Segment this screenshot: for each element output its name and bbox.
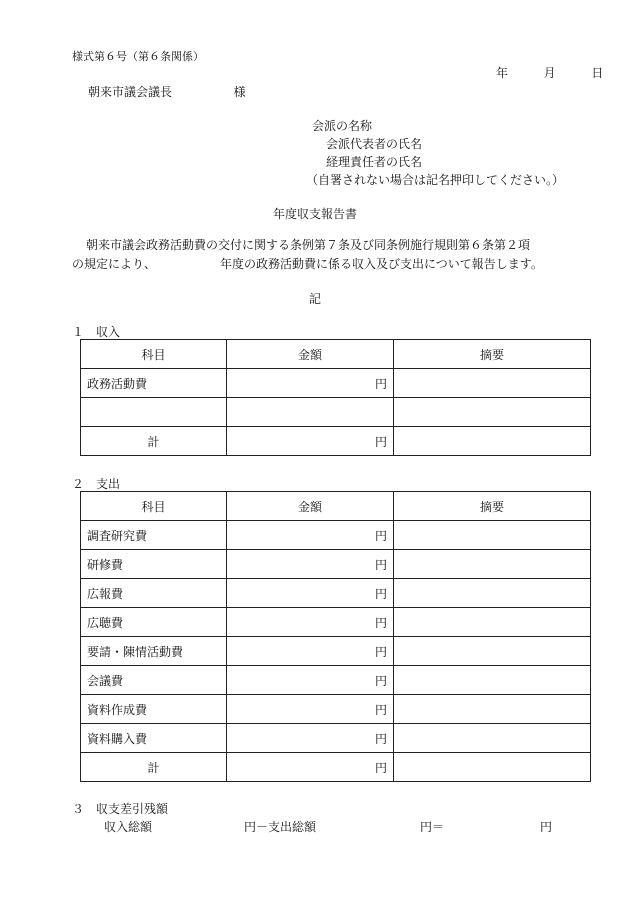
table-row bbox=[81, 369, 591, 398]
row-amount: 円 bbox=[227, 521, 394, 550]
equals-label: 円＝ bbox=[420, 820, 445, 834]
total-amount: 円 bbox=[227, 427, 394, 456]
date-year: 年 bbox=[496, 66, 509, 80]
table-row bbox=[81, 398, 591, 427]
row-item: 広報費 bbox=[81, 579, 227, 608]
total-label: 計 bbox=[81, 427, 227, 456]
table-row bbox=[81, 550, 591, 579]
group-name-label: 会派の名称 bbox=[312, 119, 373, 133]
table-row bbox=[81, 521, 591, 550]
accountant-label: 経理責任者の氏名 bbox=[326, 155, 423, 169]
row-remarks bbox=[394, 608, 591, 637]
table-row bbox=[81, 666, 591, 695]
table-row bbox=[81, 608, 591, 637]
row-item: 資料購入費 bbox=[81, 724, 227, 753]
table-row bbox=[81, 695, 591, 724]
total-label: 計 bbox=[81, 753, 227, 782]
ki-mark: 記 bbox=[308, 292, 321, 306]
table-total-row bbox=[81, 753, 591, 782]
row-amount: 円 bbox=[227, 637, 394, 666]
row-item: 調査研究費 bbox=[81, 521, 227, 550]
date-line bbox=[496, 64, 603, 81]
minus-expense-label: 円－支出総額 bbox=[244, 820, 317, 834]
row-remarks bbox=[394, 695, 591, 724]
report-body bbox=[72, 236, 592, 274]
row-item: 広聴費 bbox=[81, 608, 227, 637]
expense-table bbox=[80, 491, 591, 782]
header-item: 科目 bbox=[81, 340, 227, 369]
row-remarks bbox=[394, 521, 591, 550]
row-amount: 円 bbox=[227, 724, 394, 753]
row-amount: 円 bbox=[227, 550, 394, 579]
form-number: 様式第６号（第６条関係） bbox=[72, 50, 204, 63]
body-line-1: 朝来市議会政務活動費の交付に関する条例第７条及び同条例施行規則第６条第２項 bbox=[86, 238, 531, 252]
row-remarks bbox=[394, 637, 591, 666]
row-item: 研修費 bbox=[81, 550, 227, 579]
header-remarks: 摘要 bbox=[394, 340, 591, 369]
representative-label: 会派代表者の氏名 bbox=[326, 137, 423, 151]
income-table bbox=[80, 339, 591, 456]
income-total-label: 収入総額 bbox=[104, 820, 153, 834]
row-amount bbox=[227, 398, 394, 427]
table-header-row bbox=[81, 340, 591, 369]
signature-note: （自署されない場合は記名押印してください。） bbox=[306, 173, 565, 187]
income-section-title: １ 収入 bbox=[72, 325, 121, 339]
row-remarks bbox=[394, 666, 591, 695]
row-amount: 円 bbox=[227, 369, 394, 398]
total-remarks bbox=[394, 753, 591, 782]
row-remarks bbox=[394, 398, 591, 427]
row-remarks bbox=[394, 579, 591, 608]
table-row bbox=[81, 637, 591, 666]
row-item: 政務活動費 bbox=[81, 369, 227, 398]
row-amount: 円 bbox=[227, 608, 394, 637]
date-day: 日 bbox=[591, 66, 604, 80]
header-item: 科目 bbox=[81, 492, 227, 521]
total-remarks bbox=[394, 427, 591, 456]
table-row bbox=[81, 579, 591, 608]
balance-section-title: ３ 収支差引残額 bbox=[72, 802, 169, 816]
addressee bbox=[88, 83, 246, 100]
header-amount: 金額 bbox=[227, 340, 394, 369]
report-title: 年度収支報告書 bbox=[272, 207, 357, 221]
row-remarks bbox=[394, 369, 591, 398]
table-total-row bbox=[81, 427, 591, 456]
expense-section-title: ２ 支出 bbox=[72, 477, 121, 491]
header-amount: 金額 bbox=[227, 492, 394, 521]
date-month: 月 bbox=[543, 66, 556, 80]
row-amount: 円 bbox=[227, 666, 394, 695]
body-line-2a: の規定により、 bbox=[72, 257, 157, 271]
row-item: 資料作成費 bbox=[81, 695, 227, 724]
row-item: 要請・陳情活動費 bbox=[81, 637, 227, 666]
table-header-row bbox=[81, 492, 591, 521]
row-item: 会議費 bbox=[81, 666, 227, 695]
row-remarks bbox=[394, 724, 591, 753]
total-amount: 円 bbox=[227, 753, 394, 782]
header-remarks: 摘要 bbox=[394, 492, 591, 521]
row-amount: 円 bbox=[227, 695, 394, 724]
row-item bbox=[81, 398, 227, 427]
row-remarks bbox=[394, 550, 591, 579]
group-info bbox=[306, 117, 565, 189]
addressee-name: 朝来市議会議長 bbox=[88, 85, 173, 99]
body-line-2b: 年度の政務活動費に係る収入及び支出について報告します。 bbox=[220, 257, 543, 271]
balance-yen: 円 bbox=[540, 820, 553, 834]
row-amount: 円 bbox=[227, 579, 394, 608]
body-line-2 bbox=[72, 255, 592, 274]
table-row bbox=[81, 724, 591, 753]
addressee-suffix: 様 bbox=[233, 85, 246, 99]
